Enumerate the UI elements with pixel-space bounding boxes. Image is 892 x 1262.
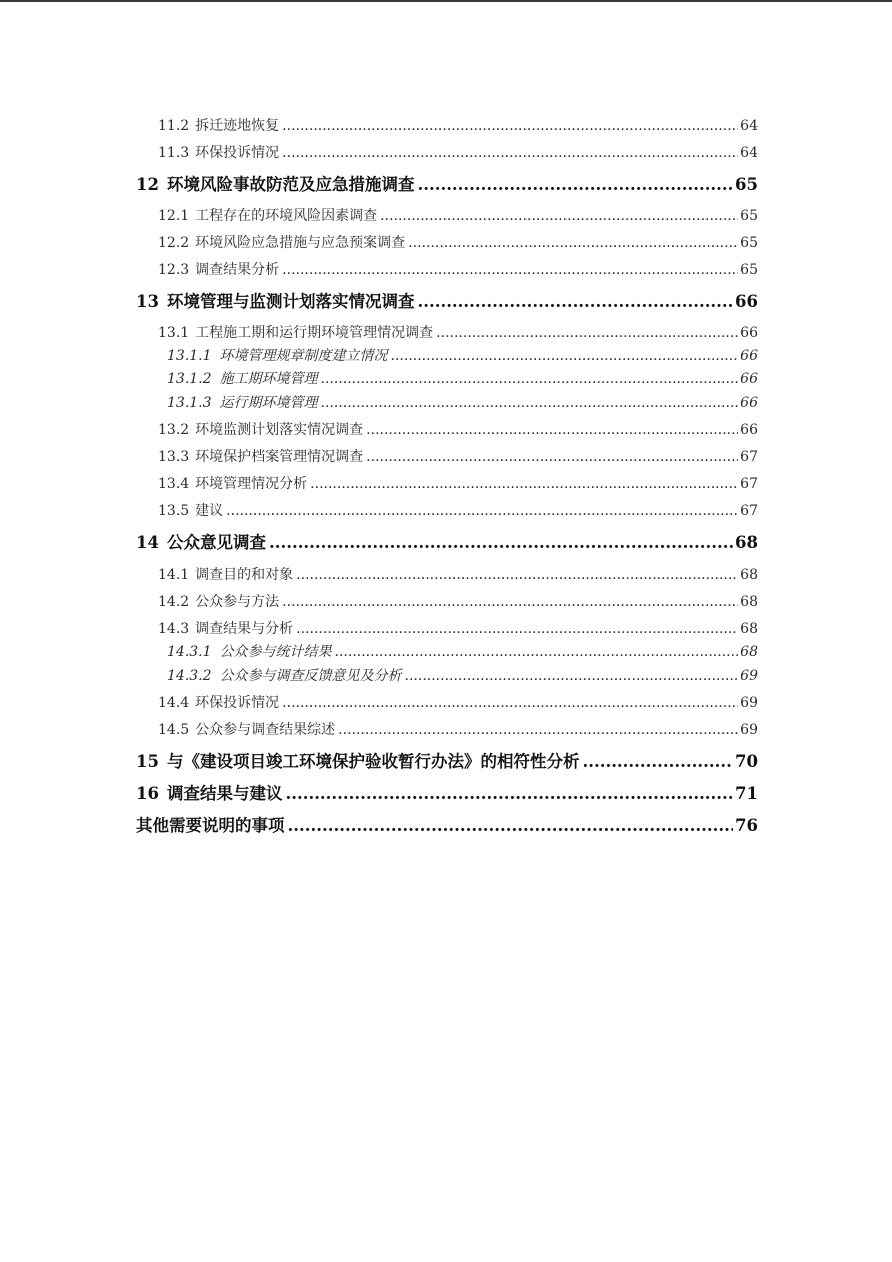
toc-entry-page: 66: [740, 371, 758, 387]
toc-entry-page: 67: [740, 449, 758, 465]
toc-entry-title: 调查结果与分析: [195, 621, 294, 637]
toc-entry-title: 环境管理与监测计划落实情况调查: [166, 292, 415, 311]
toc-entry-number: 13.2: [158, 422, 190, 438]
toc-entry-title: 调查目的和对象: [195, 567, 294, 583]
toc-entry-page: 68: [740, 621, 758, 637]
toc-dot-leader: [321, 371, 739, 387]
toc-dot-leader: [310, 476, 738, 492]
toc-dot-leader: [282, 594, 738, 610]
toc-entry-page: 68: [740, 644, 758, 660]
toc-subentry[interactable]: [136, 368, 758, 388]
toc-entry-page: 65: [740, 235, 758, 251]
toc-entry-number: 14.2: [158, 594, 190, 610]
toc-entry-number: 13.4: [158, 476, 190, 492]
toc-entry-page: 76: [735, 816, 758, 835]
toc-entry-page: 68: [735, 533, 758, 552]
toc-dot-leader: [269, 533, 733, 552]
toc-entry-title: 环境管理规章制度建立情况: [219, 348, 388, 364]
toc-entry-page: 65: [735, 175, 758, 194]
toc-chapter-entry[interactable]: [136, 288, 758, 312]
toc-entry[interactable]: [136, 564, 758, 584]
toc-entry-number: 14: [136, 533, 159, 552]
toc-entry-page: 66: [740, 422, 758, 438]
toc-dot-leader: [417, 292, 733, 311]
toc-entry-number: 11.2: [158, 118, 190, 134]
toc-subentry[interactable]: [136, 345, 758, 365]
toc-entry-page: 65: [740, 262, 758, 278]
toc-entry-number: 12.2: [158, 235, 190, 251]
toc-chapter-entry[interactable]: [136, 780, 758, 804]
toc-dot-leader: [282, 262, 738, 278]
toc-entry[interactable]: [136, 692, 758, 712]
toc-entry[interactable]: [136, 419, 758, 439]
toc-entry-page: 68: [740, 567, 758, 583]
toc-entry-number: 13.1.3: [167, 395, 212, 411]
toc-dot-leader: [282, 118, 738, 134]
toc-entry[interactable]: [136, 232, 758, 252]
toc-entry-title: 调查结果与建议: [166, 784, 283, 803]
toc-dot-leader: [321, 395, 739, 411]
toc-entry-number: 12.1: [158, 208, 190, 224]
toc-entry-page: 68: [740, 594, 758, 610]
toc-dot-leader: [338, 722, 738, 738]
toc-entry[interactable]: [136, 115, 758, 135]
toc-dot-leader: [285, 784, 733, 803]
toc-dot-leader: [391, 348, 739, 364]
toc-entry-title: 工程存在的环境风险因素调查: [195, 208, 378, 224]
toc-entry-page: 70: [735, 752, 758, 771]
toc-entry-number: 13.5: [158, 503, 190, 519]
toc-entry-page: 64: [740, 145, 758, 161]
toc-entry-number: 13.1: [158, 325, 190, 341]
toc-dot-leader: [582, 752, 733, 771]
toc-entry-page: 71: [735, 784, 758, 803]
toc-dot-leader: [226, 503, 738, 519]
toc-entry-number: 13.1.2: [167, 371, 212, 387]
toc-chapter-entry[interactable]: [136, 529, 758, 553]
toc-entry-title: 运行期环境管理: [219, 395, 318, 411]
toc-entry-title: 公众参与调查结果综述: [195, 722, 336, 738]
toc-entry-title: 建议: [195, 503, 224, 519]
toc-entry-title: 其他需要说明的事项: [136, 816, 285, 835]
toc-entry-title: 环境保护档案管理情况调查: [195, 449, 364, 465]
toc-entry-number: 16: [136, 784, 159, 803]
toc-entry-title: 环境管理情况分析: [195, 476, 308, 492]
toc-entry-page: 69: [740, 668, 758, 684]
toc-entry-title: 公众参与方法: [195, 594, 280, 610]
toc-entry-page: 64: [740, 118, 758, 134]
toc-entry[interactable]: [136, 591, 758, 611]
toc-entry[interactable]: [136, 719, 758, 739]
toc-entry[interactable]: [136, 322, 758, 342]
toc-entry-title: 施工期环境管理: [219, 371, 318, 387]
toc-dot-leader: [366, 422, 738, 438]
toc-dot-leader: [296, 567, 738, 583]
toc-entry-number: 12: [136, 175, 159, 194]
toc-entry-number: 13.1.1: [167, 348, 212, 364]
toc-dot-leader: [282, 145, 738, 161]
toc-entry-number: 14.5: [158, 722, 190, 738]
toc-entry-number: 14.3.1: [167, 644, 212, 660]
toc-dot-leader: [408, 235, 738, 251]
toc-dot-leader: [366, 449, 738, 465]
toc-dot-leader: [380, 208, 738, 224]
toc-entry-page: 66: [740, 325, 758, 341]
toc-entry-number: 13: [136, 292, 159, 311]
toc-entry[interactable]: [136, 142, 758, 162]
toc-entry-number: 14.4: [158, 695, 190, 711]
toc-entry-page: 65: [740, 208, 758, 224]
toc-entry[interactable]: [136, 618, 758, 638]
toc-dot-leader: [335, 644, 739, 660]
toc-entry[interactable]: [136, 500, 758, 520]
toc-entry-title: 公众意见调查: [166, 533, 266, 552]
toc-entry-title: 环保投诉情况: [195, 145, 280, 161]
toc-entry-number: 14.3.2: [167, 668, 212, 684]
toc-subentry[interactable]: [136, 641, 758, 661]
toc-entry-number: 14.3: [158, 621, 190, 637]
toc-entry-title: 环境监测计划落实情况调查: [195, 422, 364, 438]
toc-entry-page: 67: [740, 476, 758, 492]
toc-entry-title: 与《建设项目竣工环境保护验收暂行办法》的相符性分析: [166, 752, 580, 771]
toc-entry-page: 66: [740, 395, 758, 411]
toc-subentry[interactable]: [136, 665, 758, 685]
toc-entry[interactable]: [136, 446, 758, 466]
toc-dot-leader: [405, 668, 739, 684]
toc-dot-leader: [282, 695, 738, 711]
toc-entry-title: 公众参与统计结果: [219, 644, 332, 660]
toc-chapter-entry[interactable]: [136, 812, 758, 836]
toc-entry-page: 66: [735, 292, 758, 311]
toc-entry-number: 14.1: [158, 567, 190, 583]
toc-entry-title: 环境风险应急措施与应急预案调查: [195, 235, 406, 251]
toc-entry-title: 公众参与调查反馈意见及分析: [219, 668, 402, 684]
toc-entry-page: 67: [740, 503, 758, 519]
toc-entry-page: 69: [740, 722, 758, 738]
toc-entry[interactable]: [136, 259, 758, 279]
toc-entry-title: 环保投诉情况: [195, 695, 280, 711]
toc-entry-page: 69: [740, 695, 758, 711]
toc-entry-number: 15: [136, 752, 159, 771]
toc-entry-title: 工程施工期和运行期环境管理情况调查: [195, 325, 434, 341]
toc-entry-title: 环境风险事故防范及应急措施调查: [166, 175, 415, 194]
toc-entry[interactable]: [136, 205, 758, 225]
toc-dot-leader: [436, 325, 738, 341]
toc-entry[interactable]: [136, 473, 758, 493]
toc-chapter-entry[interactable]: [136, 171, 758, 195]
toc-dot-leader: [296, 621, 738, 637]
toc-entry-title: 拆迁迹地恢复: [195, 118, 280, 134]
toc-dot-leader: [288, 816, 734, 835]
toc-subentry[interactable]: [136, 392, 758, 412]
toc-entry-number: 12.3: [158, 262, 190, 278]
toc-entry-number: 11.3: [158, 145, 190, 161]
toc-chapter-entry[interactable]: [136, 748, 758, 772]
page-top-border: [0, 0, 892, 2]
toc-dot-leader: [417, 175, 733, 194]
toc-entry-number: 13.3: [158, 449, 190, 465]
toc-entry-page: 66: [740, 348, 758, 364]
toc-entry-title: 调查结果分析: [195, 262, 280, 278]
